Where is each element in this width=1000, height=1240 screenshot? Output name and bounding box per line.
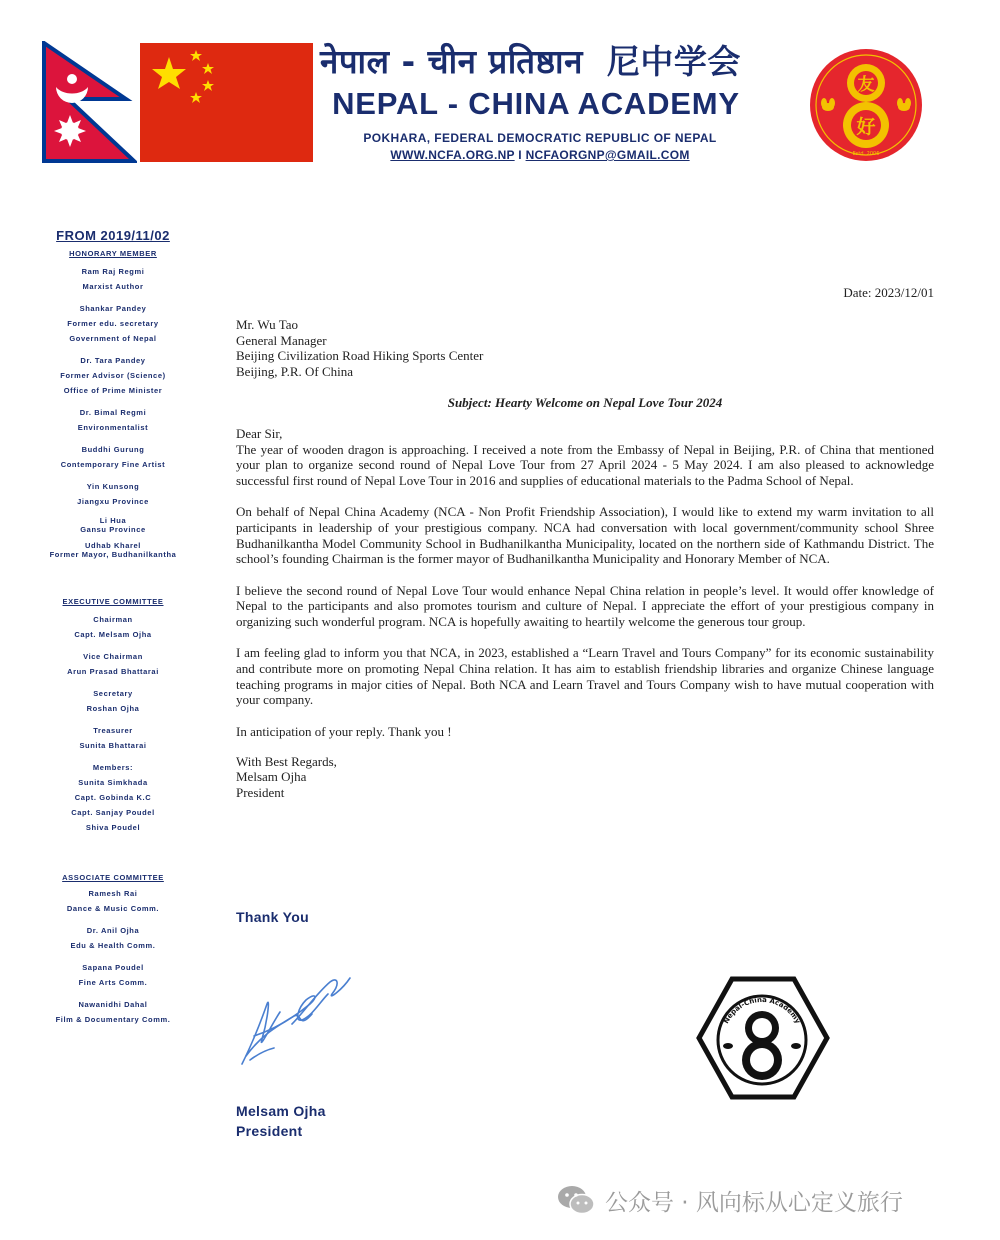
chinese-title: 尼中学会 [606, 42, 741, 81]
sidebar-member-line: Secretary [93, 689, 133, 698]
sidebar-member-line: Buddhi Gurung [81, 445, 145, 454]
sidebar-member [40, 723, 186, 753]
friendship-logo [808, 47, 924, 163]
wechat-watermark [557, 1180, 903, 1220]
letter-body [236, 426, 934, 801]
sidebar-member-line: Former Mayor, Budhanilkantha [49, 550, 177, 559]
sidebar [40, 228, 186, 1027]
sidebar-member-line: Shankar Pandey [79, 304, 147, 313]
signer-title: President [236, 1123, 303, 1139]
badge-char-1: 友 [857, 75, 875, 95]
wechat-icon [557, 1184, 595, 1216]
closing-block [236, 754, 934, 801]
sidebar-member [40, 923, 186, 953]
paragraph-2: On behalf of Nepal China Academy (NCA - Non Profit Friendship Association), I would like to extend my warm invitation to all participants in leadership of your prestigious company. NCA had conversation with local government/community school Shree Budhanilkantha Model Community School in Budhanilkantha Municipality, located on the northern side of Kathmandu District. The school’s founding Chairman is the former mayor of Budhanilkantha Municipality and Honorary Member of NCA. [236, 504, 934, 567]
sidebar-member-line: Vice Chairman [83, 652, 143, 661]
sidebar-member [40, 886, 186, 916]
sidebar-member-line: Government of Nepal [69, 334, 157, 343]
sidebar-member [40, 960, 186, 990]
sidebar-heading: EXECUTIVE COMMITTEE [62, 597, 164, 606]
academy-address: POKHARA, FEDERAL DEMOCRATIC REPUBLIC OF NEPAL [363, 131, 717, 145]
sidebar-member [40, 686, 186, 716]
sidebar-member-line: Capt. Melsam Ojha [74, 630, 152, 639]
sidebar-member-line: Capt. Gobinda K.C [74, 793, 152, 802]
sidebar-member [40, 516, 186, 534]
sidebar-member-line: Environmentalist [77, 423, 149, 432]
closing-regards: With Best Regards, [236, 753, 337, 769]
link-separator: I [518, 148, 522, 162]
sidebar-member-line: Dr. Bimal Regmi [79, 408, 147, 417]
sidebar-member-line: Jiangxu Province [77, 497, 149, 506]
sidebar-member-line: Nawanidhi Dahal [78, 1000, 148, 1009]
sidebar-member-line: Treasurer [93, 726, 133, 735]
sidebar-heading: HONORARY MEMBER [69, 249, 157, 258]
letter-subject: Subject: Hearty Welcome on Nepal Love Tour 2024 [447, 395, 723, 410]
china-flag [140, 43, 313, 162]
sidebar-member-line: Marxist Author [82, 282, 144, 291]
sidebar-member [40, 301, 186, 346]
paragraph-3: I believe the second round of Nepal Love Tour would enhance Nepal China relation in people’s level. It would offer knowledge of Nepal to the participants and also promotes tourism and culture of Nepal. I appreciate the effort of your prestigious company in organizing such wonderful program. NCA is hopefully awaiting to heartily welcome the generous tour group. [236, 582, 934, 630]
sidebar-member-line: Contemporary Fine Artist [60, 460, 166, 469]
salutation: Dear Sir, [236, 426, 283, 441]
paragraph-5: In anticipation of your reply. Thank you ! [236, 723, 452, 739]
sidebar-member-line: Dr. Tara Pandey [80, 356, 146, 365]
website-link[interactable]: WWW.NCFA.ORG.NP [390, 148, 515, 162]
sidebar-member-line: Chairman [93, 615, 133, 624]
paragraph-4: I am feeling glad to inform you that NCA, in 2023, established a “Learn Travel and Tours Company” for its economic sustainability and contribute more on promoting Nepal China relation. It has aim to establish friendship libraries and organize Chinese language teaching programs in major cities of Nepal. Both NCA and Learn Travel and Tours Company wish to have mutual cooperation with your company. [236, 645, 934, 708]
sidebar-member-line: Roshan Ojha [86, 704, 140, 713]
sidebar-member [40, 541, 186, 559]
recipient-title: General Manager [236, 332, 327, 348]
sidebar-member-line: Udhab Kharel [85, 541, 141, 550]
closing-name: Melsam Ojha [236, 769, 307, 785]
sidebar-member-line: Office of Prime Minister [63, 386, 163, 395]
sidebar-member-line: Capt. Sanjay Poudel [71, 808, 155, 817]
nepal-flag [42, 41, 137, 163]
email-link[interactable]: NCFAORGNP@GMAIL.COM [525, 148, 690, 162]
contact-links [320, 148, 760, 162]
sidebar-member-line: Dr. Anil Ojha [86, 926, 140, 935]
sidebar-member [40, 405, 186, 435]
recipient-block [236, 317, 636, 380]
sidebar-member [40, 479, 186, 509]
sidebar-member [40, 353, 186, 398]
recipient-name: Mr. Wu Tao [236, 317, 299, 332]
sidebar-member-line: Sunita Bhattarai [79, 741, 147, 750]
watermark-text: 公众号 · 风向标从心定义旅行 [605, 1189, 903, 1216]
stamp-ring-text: Nepal-China Academy [722, 995, 802, 1025]
sidebar-member-line: Yin Kunsong [86, 482, 140, 491]
letter-date: Date: 2023/12/01 [843, 285, 934, 300]
sidebar-member-line: Li Hua [99, 516, 127, 525]
sidebar-member-line: Dance & Music Comm. [66, 904, 160, 913]
sidebar-member-line: Ramesh Rai [88, 889, 138, 898]
sidebar-member [40, 442, 186, 472]
recipient-organization: Beijing Civilization Road Hiking Sports Center [236, 348, 484, 364]
sidebar-member-line: Former edu. secretary [67, 319, 159, 328]
sidebar-member [40, 612, 186, 642]
sidebar-member [40, 649, 186, 679]
devanagari-title: नेपाल - चीन प्रतिष्ठान [320, 42, 583, 81]
signer-block [236, 1101, 326, 1141]
sidebar-member-line: Sunita Simkhada [78, 778, 148, 787]
recipient-location: Beijing, P.R. Of China [236, 364, 354, 380]
sidebar-member-line: Fine Arts Comm. [78, 978, 148, 987]
sidebar-member-line: Arun Prasad Bhattarai [67, 667, 159, 676]
badge-estd: Estd. 2006 [852, 151, 880, 157]
sidebar-member [40, 760, 186, 835]
sidebar-member [40, 997, 186, 1027]
sidebar-member [40, 264, 186, 294]
handwritten-signature [232, 964, 362, 1074]
devanagari-chinese-title [320, 36, 760, 83]
academy-stamp [694, 976, 830, 1100]
sidebar-member-line: Sapana Poudel [82, 963, 144, 972]
closing-title: President [236, 785, 285, 801]
sidebar-member-line: Former Advisor (Science) [60, 371, 166, 380]
sidebar-member-line: Ram Raj Regmi [81, 267, 145, 276]
sidebar-heading: ASSOCIATE COMMITTEE [62, 873, 164, 882]
sidebar-member-line: Shiva Poudel [85, 823, 141, 832]
thank-you-text: Thank You [236, 909, 309, 925]
sidebar-member-line: Film & Documentary Comm. [55, 1015, 171, 1024]
from-date: FROM 2019/11/02 [56, 228, 170, 243]
signer-name: Melsam Ojha [236, 1103, 326, 1119]
academy-title: NEPAL - CHINA ACADEMY [332, 86, 740, 121]
sidebar-member-line: Edu & Health Comm. [70, 941, 156, 950]
sidebar-member-line: Members: [92, 763, 134, 772]
sidebar-member-line: Gansu Province [80, 525, 146, 534]
badge-char-2: 好 [856, 116, 876, 138]
paragraph-1: The year of wooden dragon is approaching. I received a note from the Embassy of Nepal in Beijing, P.R. of China that mentioned your plan to organize second round of Nepal Love Tour from 27 April 2024 - 5 May 2024. I am also pleased to acknowledge successful first round of Nepal Love Tour in 2016 and supplies of educational materials to the Padma School of Nepal. [236, 441, 934, 489]
